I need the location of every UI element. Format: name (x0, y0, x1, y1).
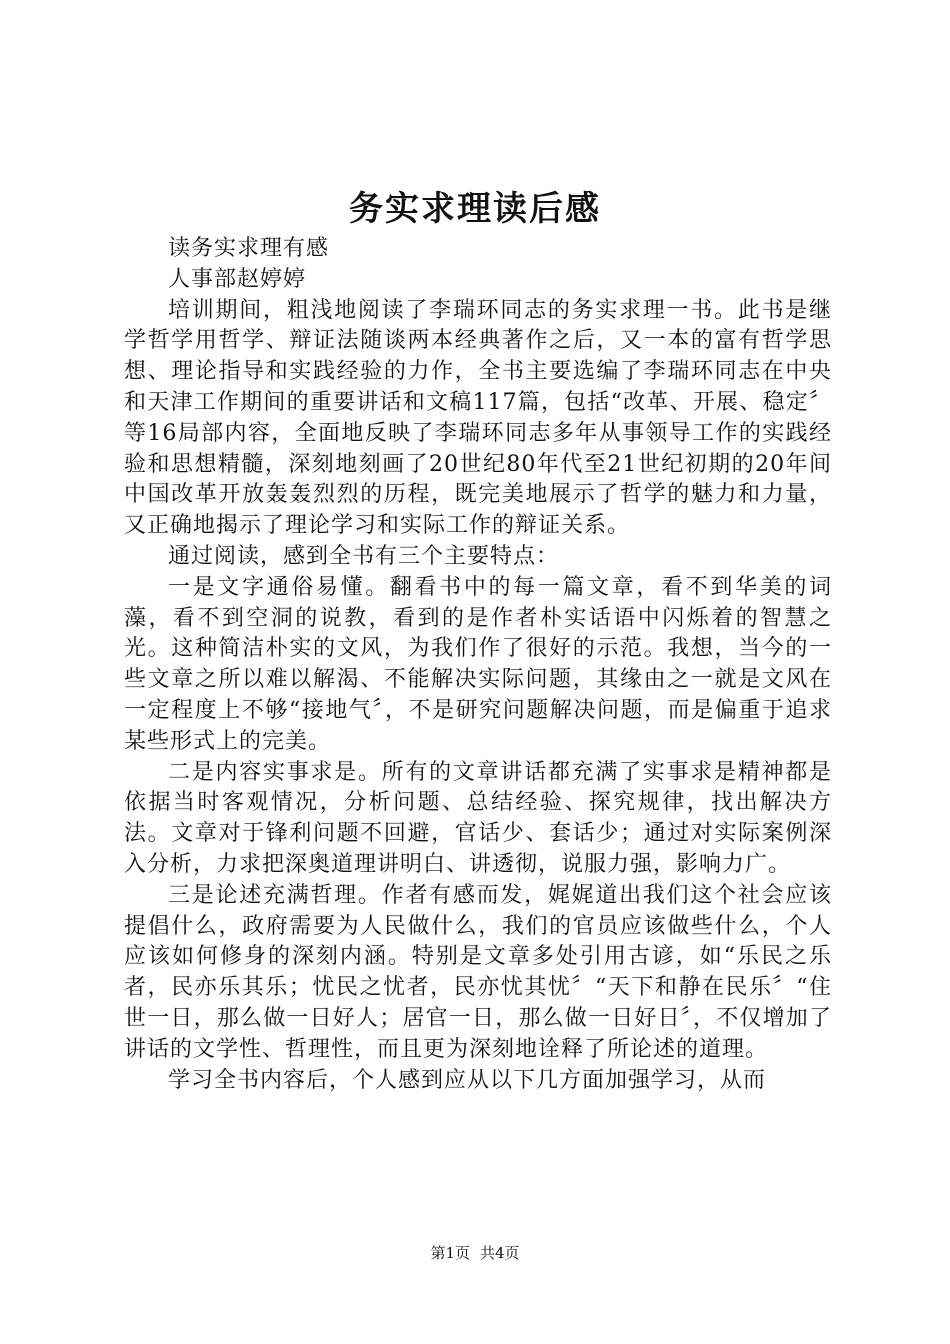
body-paragraph: 学习全书内容后，个人感到应从以下几方面加强学习，从而 (168, 1067, 767, 1093)
body-paragraph: 一是文字通俗易懂。翻看书中的每一篇文章，看不到华美的词藻，看不到空洞的说教，看到的是作者朴实话语中闪烁着的智慧之光。这种简洁朴实的文风，为我们作了很好的示范。我想，当今的一些文章之所以难以解渴、不能解决实际问题，其缘由之一就是文风在一定程度上不够“接地气〞，不是研究问题解决问题，而是偏重于追求某些形式上的完美。 (124, 574, 832, 754)
document-body (124, 234, 832, 1096)
body-paragraph: 培训期间，粗浅地阅读了李瑞环同志的务实求理一书。此书是继学哲学用哲学、辩证法随谈两本经典著作之后，又一本的富有哲学思想、理论指导和实践经验的力作，全书主要选编了李瑞环同志在中央和天津工作期间的重要讲话和文稿117篇，包括“改革、开展、稳定〞等16局部内容，全面地反映了李瑞环同志多年从事领导工作的实践经验和思想精髓，深刻地刻画了20世纪80年代至21世纪初期的20年间中国改革开放轰轰烈烈的历程，既完美地展示了哲学的魅力和力量，又正确地揭示了理论学习和实际工作的辩证关系。 (124, 297, 832, 539)
document-title: 务实求理读后感 (349, 189, 601, 229)
page-number-current: 第1页 (430, 1244, 470, 1262)
page-footer (0, 1242, 950, 1264)
subtitle: 读务实求理有感 (168, 236, 330, 261)
body-paragraph: 三是论述充满哲理。作者有感而发，娓娓道出我们这个社会应该提倡什么，政府需要为人民做什么，我们的官员应该做些什么，个人应该如何修身的深刻内涵。特别是文章多处引用古谚，如“乐民之乐者，民亦乐其乐；忧民之忧者，民亦忧其忧〞“天下和静在民乐〞“住世一日，那么做一日好人；居官一日，那么做一日好日〞，不仅增加了讲话的文学性、哲理性，而且更为深刻地诠释了所论述的道理。 (124, 882, 832, 1062)
author-line: 人事部赵婷婷 (168, 266, 307, 292)
page-number-total: 共4页 (480, 1244, 520, 1262)
body-paragraph: 通过阅读，感到全书有三个主要特点： (168, 543, 560, 569)
body-paragraph: 二是内容实事求是。所有的文章讲话都充满了实事求是精神都是依据当时客观情况，分析问题、总结经验、探究规律，找出解决方法。文章对于锋利问题不回避，官话少、套话少；通过对实际案例深入分析，力求把深奥道理讲明白、讲透彻，说服力强，影响力广。 (124, 759, 832, 877)
